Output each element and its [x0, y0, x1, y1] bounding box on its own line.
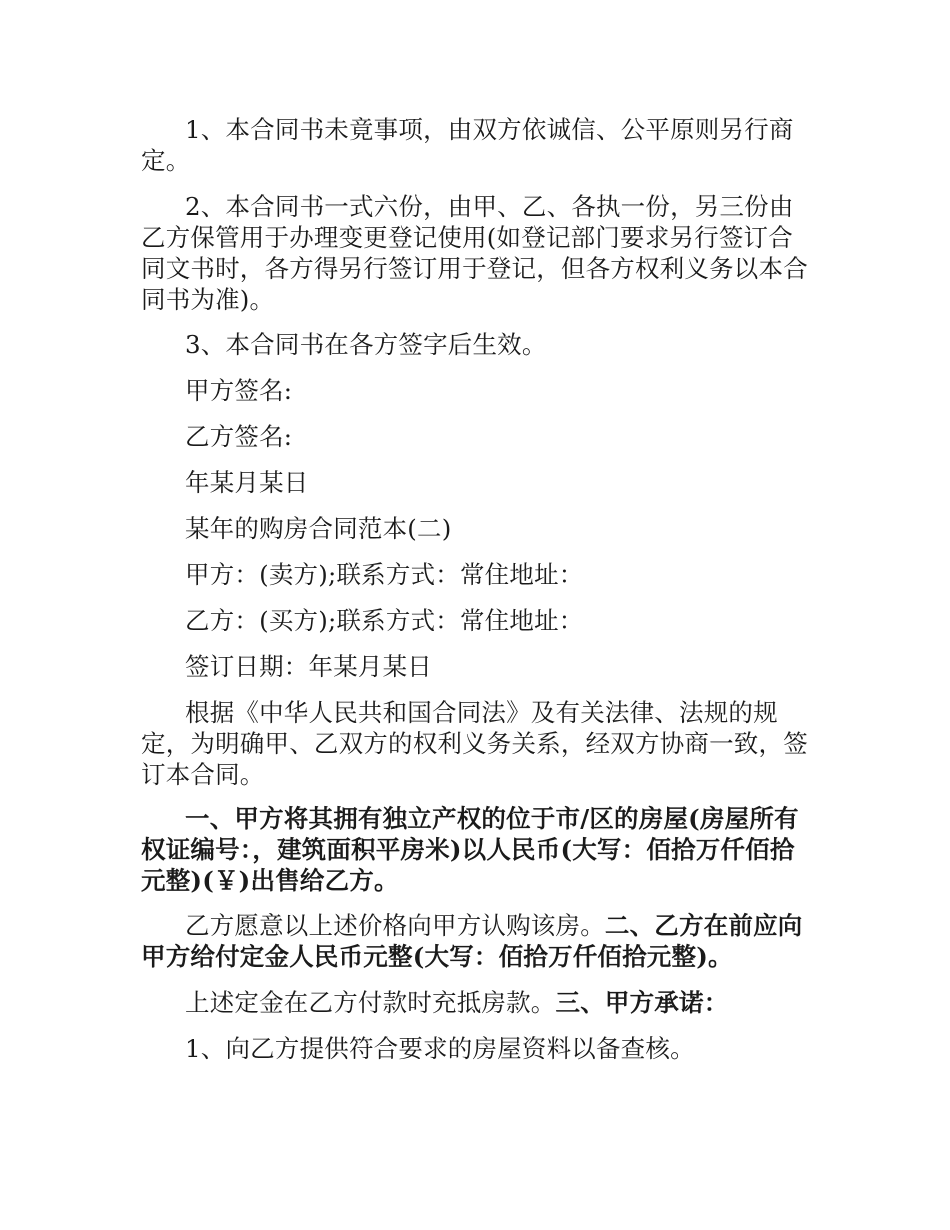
paragraph-commitment-1 [141, 1033, 811, 1064]
party-a-info [141, 559, 811, 590]
paragraph-text: 甲方：(卖方);联系方式：常住地址： [185, 560, 584, 589]
paragraph-text: 乙方：(买方);联系方式：常住地址： [185, 606, 584, 635]
signature-date-line [141, 467, 811, 498]
paragraph-text: 2、本合同书一式六份，由甲、乙、各执一份，另三份由乙方保管用于办理变更登记使用(如登记部门要求另行签订合同文书时，各方得另行签订用于登记，但各方权利义务以本合同书为准)。 [141, 192, 808, 314]
paragraph-text: 3、本合同书在各方签字后生效。 [185, 330, 547, 359]
paragraph-text: 年某月某日 [185, 468, 309, 497]
paragraph-text: 一、甲方将其拥有独立产权的位于市/区的房屋(房屋所有权证编号：，建筑面积平房米)以人民币(大写：佰拾万仟佰拾元整)(￥)出售给乙方。 [141, 804, 799, 895]
paragraph-text: 乙方签名: [185, 422, 293, 451]
paragraph-bold-part: 二、乙方在前应向甲方给付定金人民币元整(大写：佰拾万仟佰拾元整)。 [141, 911, 803, 971]
paragraph-text [141, 987, 811, 1018]
party-b-info [141, 605, 811, 636]
party-b-signature-line [141, 421, 811, 452]
contract-title [141, 513, 811, 544]
paragraph-clause-3 [141, 329, 811, 360]
paragraph-text: 1、本合同书未竟事项，由双方依诚信、公平原则另行商定。 [141, 115, 794, 175]
paragraph-preamble [141, 697, 811, 790]
signing-date [141, 651, 811, 682]
paragraph-normal-part: 上述定金在乙方付款时充抵房款。 [185, 988, 556, 1017]
paragraph-text: 某年的购房合同范本(二) [185, 514, 452, 543]
paragraph-article-3 [141, 987, 811, 1018]
paragraph-clause-1 [141, 114, 811, 176]
paragraph-article-1 [141, 803, 811, 896]
paragraph-text: 甲方签名: [185, 376, 293, 405]
paragraph-article-2 [141, 910, 811, 972]
paragraph-text: 签订日期：年某月某日 [185, 652, 432, 681]
paragraph-text: 1、向乙方提供符合要求的房屋资料以备查核。 [185, 1034, 695, 1063]
paragraph-text: 根据《中华人民共和国合同法》及有关法律、法规的规定，为明确甲、乙双方的权利义务关系，经双方协商一致，签订本合同。 [141, 698, 808, 789]
paragraph-clause-2 [141, 191, 811, 315]
paragraph-normal-part: 乙方愿意以上述价格向甲方认购该房。 [185, 911, 605, 940]
party-a-signature-line [141, 375, 811, 406]
paragraph-bold-part: 三、甲方承诺： [555, 988, 729, 1017]
paragraph-text [141, 910, 811, 972]
